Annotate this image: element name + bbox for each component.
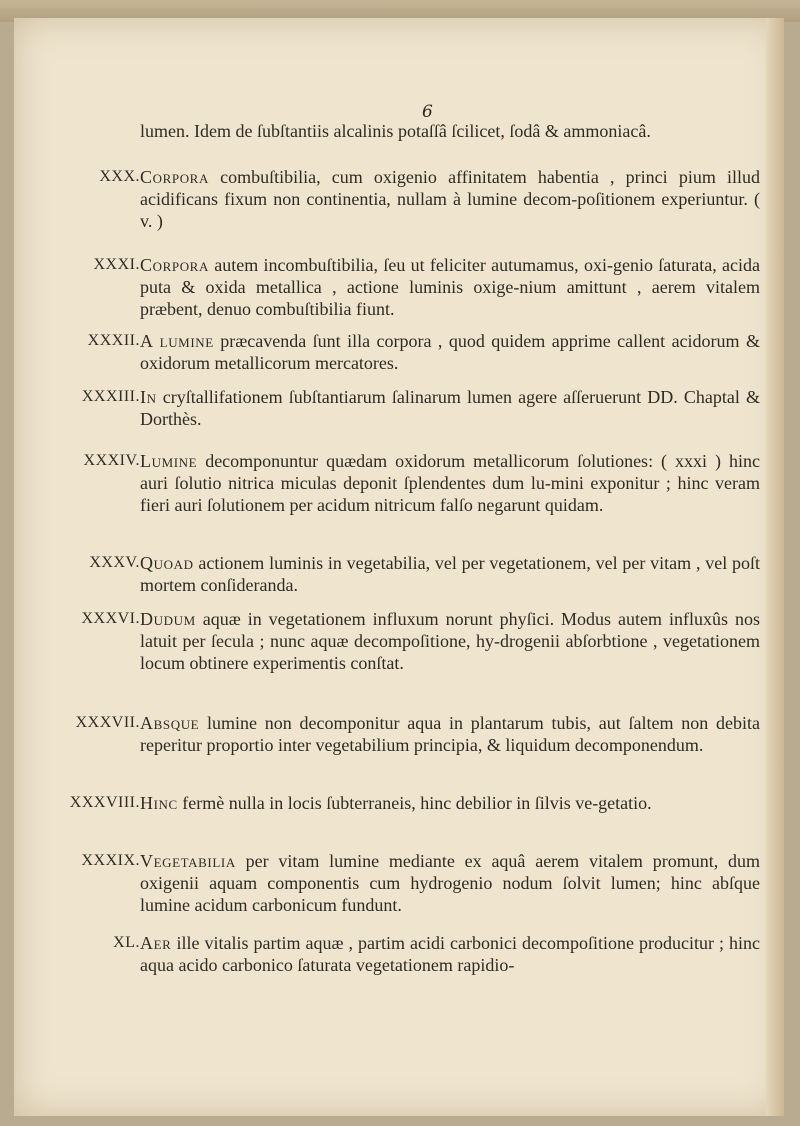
paragraph-lead: Hinc [140, 793, 178, 813]
paragraph-lead: Lumine [140, 451, 198, 471]
paragraph-number: XXXVI. [81, 610, 140, 627]
paragraph-body [140, 166, 760, 232]
paragraph-lead: A lumine [140, 331, 214, 351]
paragraph-body [140, 712, 760, 756]
paragraph-number: XXXV. [89, 554, 140, 571]
page-number: 6 [422, 102, 433, 122]
paragraph-number: XXXII. [87, 332, 140, 349]
paragraph-body [140, 330, 760, 374]
paragraph-number: XXXI. [93, 256, 140, 273]
paragraph-text: cryſtallifationem ſubſtantiarum ſalinarum lumen agere aſſeruerunt DD. Chaptal & Dorthès. [140, 387, 760, 429]
paragraph-body [140, 254, 760, 320]
paragraph-body [140, 850, 760, 916]
page-edge [766, 18, 784, 1116]
paragraph-number: XXXIII. [81, 388, 140, 405]
paragraph-lead: Corpora [140, 167, 209, 187]
paragraph-text: actionem luminis in vegetabilia, vel per vegetationem, vel per vitam , vel poſt mortem conſideranda. [140, 553, 760, 595]
paragraph-lead: Quoad [140, 553, 194, 573]
paragraph-number: XXXIV. [83, 452, 140, 469]
paragraph-body [140, 552, 760, 596]
paragraph-number: XXXVIII. [69, 794, 140, 811]
paragraph-number: XXX. [99, 168, 140, 185]
paragraph-text: decomponuntur quædam oxidorum metallicorum ſolutiones: ( xxxi ) hinc auri ſolutio nitrica miculas deponit ſplendentes dum lu-mini exponitur ; hinc veram fieri auri ſolutionem per acidum nitricum falſo negarunt quidam. [140, 451, 760, 515]
paragraph-text: per vitam lumine mediante ex aquâ aerem vitalem promunt, dum oxigenii aquam componentis cum hydrogenio nodum ſolvit lumen; hinc abſque lumine acidum carbonicum fundunt. [140, 851, 760, 915]
paragraph-number: XL. [113, 934, 140, 951]
paragraph-text: præcavenda ſunt illa corpora , quod quidem apprime callent acidorum & oxidorum metallicorum mercatores. [140, 331, 760, 373]
paragraph-text: ille vitalis partim aquæ , partim acidi carbonici decompoſitione producitur ; hinc aqua acido carbonico ſaturata vegetationem rapidio- [140, 933, 760, 975]
paragraph-body [140, 932, 760, 976]
paragraph-lead: Corpora [140, 255, 209, 275]
paragraph-body [140, 450, 760, 516]
paragraph-lead: Aer [140, 933, 172, 953]
paragraph-body [140, 386, 760, 430]
paragraph-number: XXXVII. [75, 714, 140, 731]
paragraph-lead: Absque [140, 713, 200, 733]
continuation-line: lumen. Idem de ſubſtantiis alcalinis potaſſâ ſcilicet, ſodâ & ammoniacâ. [140, 121, 651, 141]
paragraph-text: fermè nulla in locis ſubterraneis, hinc debilior in ſilvis ve-getatio. [177, 793, 652, 813]
paragraph-text: combuſtibilia, cum oxigenio affinitatem habentia , princi pium illud acidificans fixum non continentia, nullam à lumine decom-poſitionem experiuntur. ( v. ) [140, 167, 760, 231]
paragraph-body [140, 608, 760, 674]
paragraph-body [140, 792, 760, 814]
paragraph-text: autem incombuſtibilia, ſeu ut feliciter autumamus, oxi-genio ſaturata, acida puta & oxida metallica , actione luminis oxige-nium amittunt , aerem vitalem præbent, denuo combuſtibilia fiunt. [140, 255, 760, 319]
paragraph-text: lumine non decomponitur aqua in plantarum tubis, aut ſaltem non debita reperitur proportio inter vegetabilium principia, & liquidum decomponendum. [140, 713, 760, 755]
paragraph-lead: Dudum [140, 609, 196, 629]
paragraph-number: XXXIX. [81, 852, 140, 869]
paragraph-lead: Vegetabilia [140, 851, 236, 871]
paragraph-lead: In [140, 387, 157, 407]
paragraph-text: aquæ in vegetationem influxum norunt phyſici. Modus autem influxûs nos latuit per ſecula ; nunc aquæ decompoſitione, hy-drogenii abſorbtione , vegetationem locum obtinere experimentis conſtat. [140, 609, 760, 673]
